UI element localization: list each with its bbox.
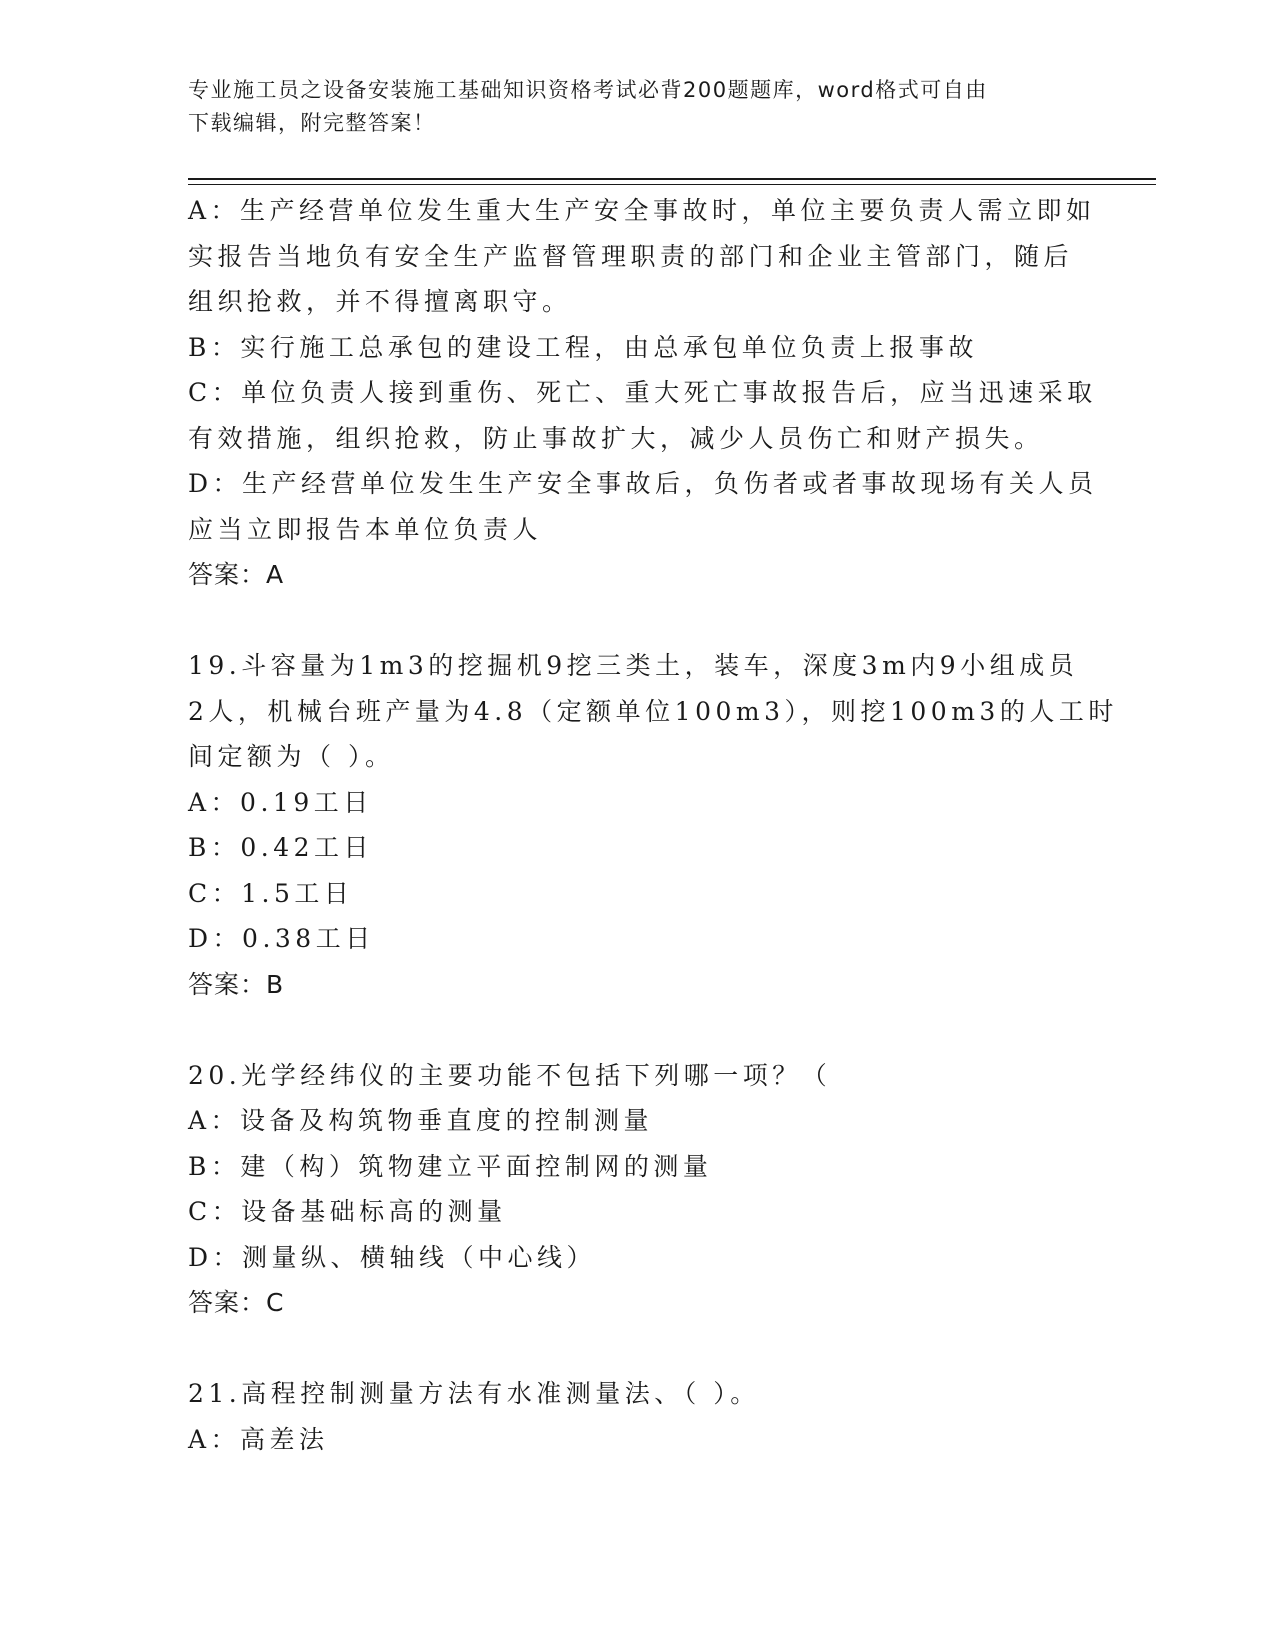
question-19-option-b: B：0.42工日 [188, 833, 374, 862]
header-rule-thin [188, 184, 1156, 185]
question-18-option-b [188, 325, 1088, 371]
question-19-option-d: D：0.38工日 [188, 924, 375, 953]
question-list [188, 188, 1118, 1462]
question-19-answer: 答案：B [188, 969, 285, 999]
question-line: 间定额为（ ）。 [188, 742, 395, 771]
question-19 [188, 643, 1118, 1007]
spacer [188, 1007, 1088, 1053]
option-line: A：生产经营单位发生重大生产安全事故时，单位主要负责人需立即如 [188, 196, 1096, 225]
option-line: 实报告当地负有安全生产监督管理职责的部门和企业主管部门，随后 [188, 241, 1074, 271]
question-21-stem: 21.高程控制测量方法有水准测量法、（ ）。 [188, 1379, 760, 1408]
question-18-answer: 答案：A [188, 560, 285, 589]
question-21-option-a: A：高差法 [188, 1424, 329, 1454]
question-20-answer: 答案：C [188, 1288, 285, 1317]
question-20-option-d: D：测量纵、横轴线（中心线） [188, 1242, 597, 1272]
question-21 [188, 1371, 1088, 1462]
question-line: 19.斗容量为1m3的挖掘机9挖三类土，装车，深度3m内9小组成员 [188, 651, 1079, 680]
header-line-1: 专业施工员之设备安装施工基础知识资格考试必背200题题库，word格式可自由 [188, 78, 988, 102]
question-20-option-b: B：建（构）筑物建立平面控制网的测量 [188, 1151, 713, 1181]
spacer [188, 598, 1088, 644]
option-line: D：生产经营单位发生生产安全事故后，负伤者或者事故现场有关人员 [188, 469, 1098, 498]
question-20-option-a: A：设备及构筑物垂直度的控制测量 [188, 1106, 654, 1135]
question-20-stem: 20.光学经纬仪的主要功能不包括下列哪一项？（ [188, 1060, 832, 1090]
header-rule-thick [188, 178, 1156, 180]
option-line: B：实行施工总承包的建设工程，由总承包单位负责上报事故 [188, 332, 978, 362]
question-19-option-c: C：1.5工日 [188, 878, 354, 908]
question-18-option-d [188, 461, 1098, 552]
question-line: 2人，机械台班产量为4.8（定额单位100m3），则挖100m3的人工时 [188, 696, 1118, 726]
question-19-stem [188, 643, 1118, 780]
question-20-option-c: C：设备基础标高的测量 [188, 1197, 507, 1226]
header-line-2: 下载编辑，附完整答案！ [188, 111, 436, 135]
option-line: 应当立即报告本单位负责人 [188, 514, 543, 544]
question-18-option-c [188, 370, 1097, 461]
option-line: C：单位负责人接到重伤、死亡、重大死亡事故报告后，应当迅速采取 [188, 378, 1097, 407]
question-18 [188, 188, 1098, 598]
spacer [188, 1326, 1088, 1372]
option-line: 组织抢救，并不得擅离职守。 [188, 287, 572, 316]
option-line: 有效措施，组织抢救，防止事故扩大，减少人员伤亡和财产损失。 [188, 423, 1044, 453]
question-20 [188, 1053, 1088, 1326]
document-header [188, 74, 1068, 140]
question-18-option-a [188, 188, 1096, 325]
question-19-option-a: A：0.19工日 [188, 787, 373, 817]
